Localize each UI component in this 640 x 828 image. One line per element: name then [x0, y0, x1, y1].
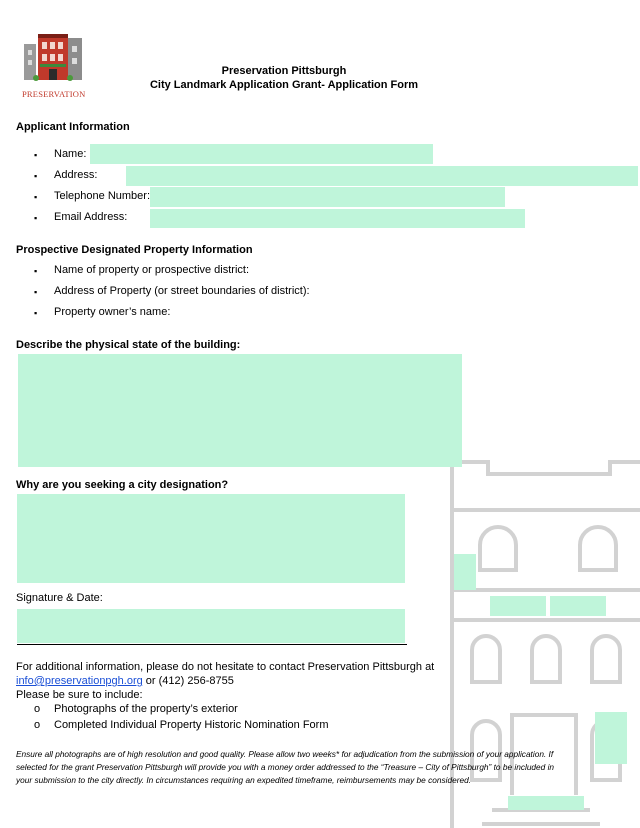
org-title: Preservation Pittsburgh — [221, 65, 347, 77]
property-name-label: Name of property or prospective district: — [54, 264, 250, 276]
include-form: Completed Individual Property Historic Nomination Form — [54, 719, 329, 731]
contact-email-link[interactable]: info@preservationpgh.org — [16, 675, 143, 687]
property-heading: Prospective Designated Property Information — [16, 244, 253, 256]
physical-state-textarea[interactable] — [18, 354, 462, 467]
logo-text: PRESERVATION — [22, 89, 86, 99]
physical-heading: Describe the physical state of the building: — [16, 339, 241, 351]
include-text: Please be sure to include: — [16, 689, 143, 701]
bullet: ▪ — [34, 150, 38, 160]
bullet: ▪ — [34, 308, 38, 318]
sub-bullet: o — [34, 719, 41, 731]
contact-line2 — [16, 675, 234, 687]
signature-label: Signature & Date: — [16, 592, 103, 604]
signature-input[interactable] — [17, 609, 405, 643]
applicant-heading: Applicant Information — [16, 121, 130, 133]
signature-line — [17, 644, 407, 645]
bullet: ▪ — [34, 192, 38, 202]
bullet: ▪ — [34, 287, 38, 297]
bullet: ▪ — [34, 266, 38, 276]
reason-heading: Why are you seeking a city designation? — [16, 479, 229, 491]
sub-bullet: o — [34, 703, 41, 715]
reason-textarea[interactable] — [17, 494, 405, 583]
phone-label: Telephone Number: — [54, 190, 151, 202]
name-input[interactable] — [90, 144, 433, 164]
property-owner-label: Property owner’s name: — [54, 306, 171, 318]
address-input[interactable] — [126, 166, 638, 186]
contact-text: For additional information, please do not hesitate to contact Preservation Pittsburgh at — [16, 661, 435, 673]
submission-note: Ensure all photographs are of high resolution and good quality. Please allow two weeks* for adjudication from the submission of your application. If selected for the grant Preservation Pittsburgh will provide you with a money order addressed to the “Treasure – City of Pittsburgh” to be included in your submission to the city directly. In circumstances requiring an expedited timeframe, reimbursements may be considered. — [16, 749, 555, 785]
form-title: City Landmark Application Grant- Application Form — [149, 79, 419, 91]
contact-phone: or (412) 256-8755 — [142, 675, 234, 687]
phone-input[interactable] — [150, 187, 505, 207]
bullet: ▪ — [34, 213, 38, 223]
email-label: Email Address: — [54, 211, 128, 223]
bullet: ▪ — [34, 171, 38, 181]
address-label: Address: — [54, 169, 98, 181]
name-label: Name: — [54, 148, 87, 160]
include-photos: Photographs of the property’s exterior — [54, 703, 238, 715]
email-input[interactable] — [150, 209, 525, 228]
property-address-label: Address of Property (or street boundaries of district): — [54, 285, 310, 297]
